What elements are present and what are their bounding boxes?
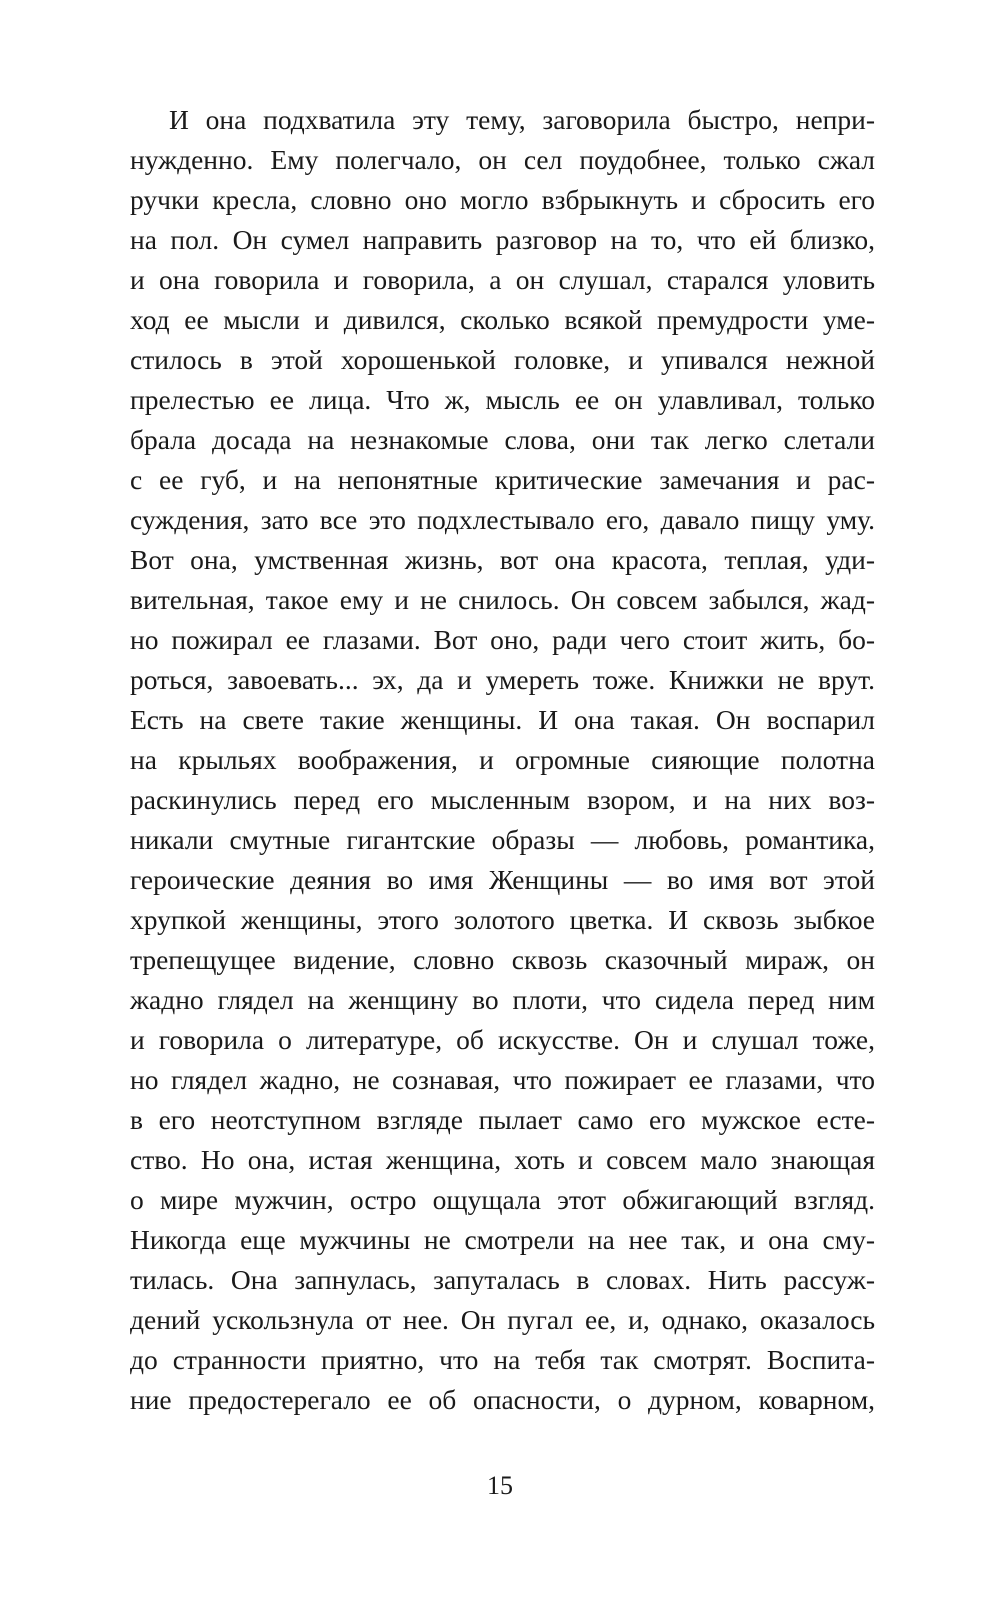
text-line: ручки кресла, словно оно могло взбрыкнуть и сбросить его bbox=[130, 184, 875, 215]
text-line: тилась. Она запнулась, запуталась в словах. Нить рассуж- bbox=[130, 1264, 875, 1295]
text-line: жадно глядел на женщину во плоти, что сидела перед ним bbox=[130, 984, 875, 1015]
text-line: в его неотступном взгляде пылает само его мужское есте- bbox=[130, 1104, 875, 1135]
body-paragraph bbox=[130, 100, 875, 1420]
text-line: ство. Но она, истая женщина, хоть и совсем мало знающая bbox=[130, 1144, 875, 1175]
text-line: трепещущее видение, словно сквозь сказочный мираж, он bbox=[130, 944, 875, 975]
text-line: раскинулись перед его мысленным взором, и на них воз- bbox=[130, 784, 875, 815]
text-line: никали смутные гигантские образы — любовь, романтика, bbox=[130, 824, 875, 855]
text-line: героические деяния во имя Женщины — во имя вот этой bbox=[130, 864, 875, 895]
text-line: брала досада на незнакомые слова, они так легко слетали bbox=[130, 424, 875, 455]
text-line: с ее губ, и на непонятные критические замечания и рас- bbox=[130, 464, 875, 495]
text-line: до странности приятно, что на тебя так смотрят. Воспита- bbox=[130, 1344, 875, 1375]
text-line: и она говорила и говорила, а он слушал, старался уловить bbox=[130, 264, 875, 295]
text-line: Вот она, умственная жизнь, вот она красота, теплая, уди- bbox=[130, 544, 875, 575]
text-line: вительная, такое ему и не снилось. Он совсем забылся, жад- bbox=[130, 584, 875, 615]
text-line: Есть на свете такие женщины. И она такая. Он воспарил bbox=[130, 704, 875, 735]
text-line: на пол. Он сумел направить разговор на то, что ей близко, bbox=[130, 224, 875, 255]
text-line: ние предостерегало ее об опасности, о дурном, коварном, bbox=[130, 1384, 875, 1415]
text-line: Никогда еще мужчины не смотрели на нее так, и она сму- bbox=[130, 1224, 875, 1255]
text-line: но глядел жадно, не сознавая, что пожирает ее глазами, что bbox=[130, 1064, 875, 1095]
text-line: хрупкой женщины, этого золотого цветка. И сквозь зыбкое bbox=[130, 904, 875, 935]
text-line: на крыльях воображения, и огромные сияющие полотна bbox=[130, 744, 875, 775]
text-line: ход ее мысли и дивился, сколько всякой премудрости уме- bbox=[130, 304, 875, 335]
text-line: о мире мужчин, остро ощущала этот обжигающий взгляд. bbox=[130, 1184, 875, 1215]
text-line: дений ускользнула от нее. Он пугал ее, и, однако, оказалось bbox=[130, 1304, 875, 1335]
text-line: И она подхватила эту тему, заговорила быстро, непри- bbox=[169, 104, 875, 135]
text-line: суждения, зато все это подхлестывало его, давало пищу уму. bbox=[130, 504, 875, 535]
text-line: нужденно. Ему полегчало, он сел поудобнее, только сжал bbox=[130, 144, 875, 175]
text-line: но пожирал ее глазами. Вот оно, ради чего стоит жить, бо- bbox=[130, 624, 875, 655]
text-line: прелестью ее лица. Что ж, мысль ее он улавливал, только bbox=[130, 384, 875, 415]
text-line: стилось в этой хорошенькой головке, и упивался нежной bbox=[130, 344, 875, 375]
text-line: роться, завоевать... эх, да и умереть тоже. Книжки не врут. bbox=[130, 664, 875, 695]
page-number: 15 bbox=[487, 1471, 513, 1500]
text-line: и говорила о литературе, об искусстве. Он и слушал тоже, bbox=[130, 1024, 875, 1055]
